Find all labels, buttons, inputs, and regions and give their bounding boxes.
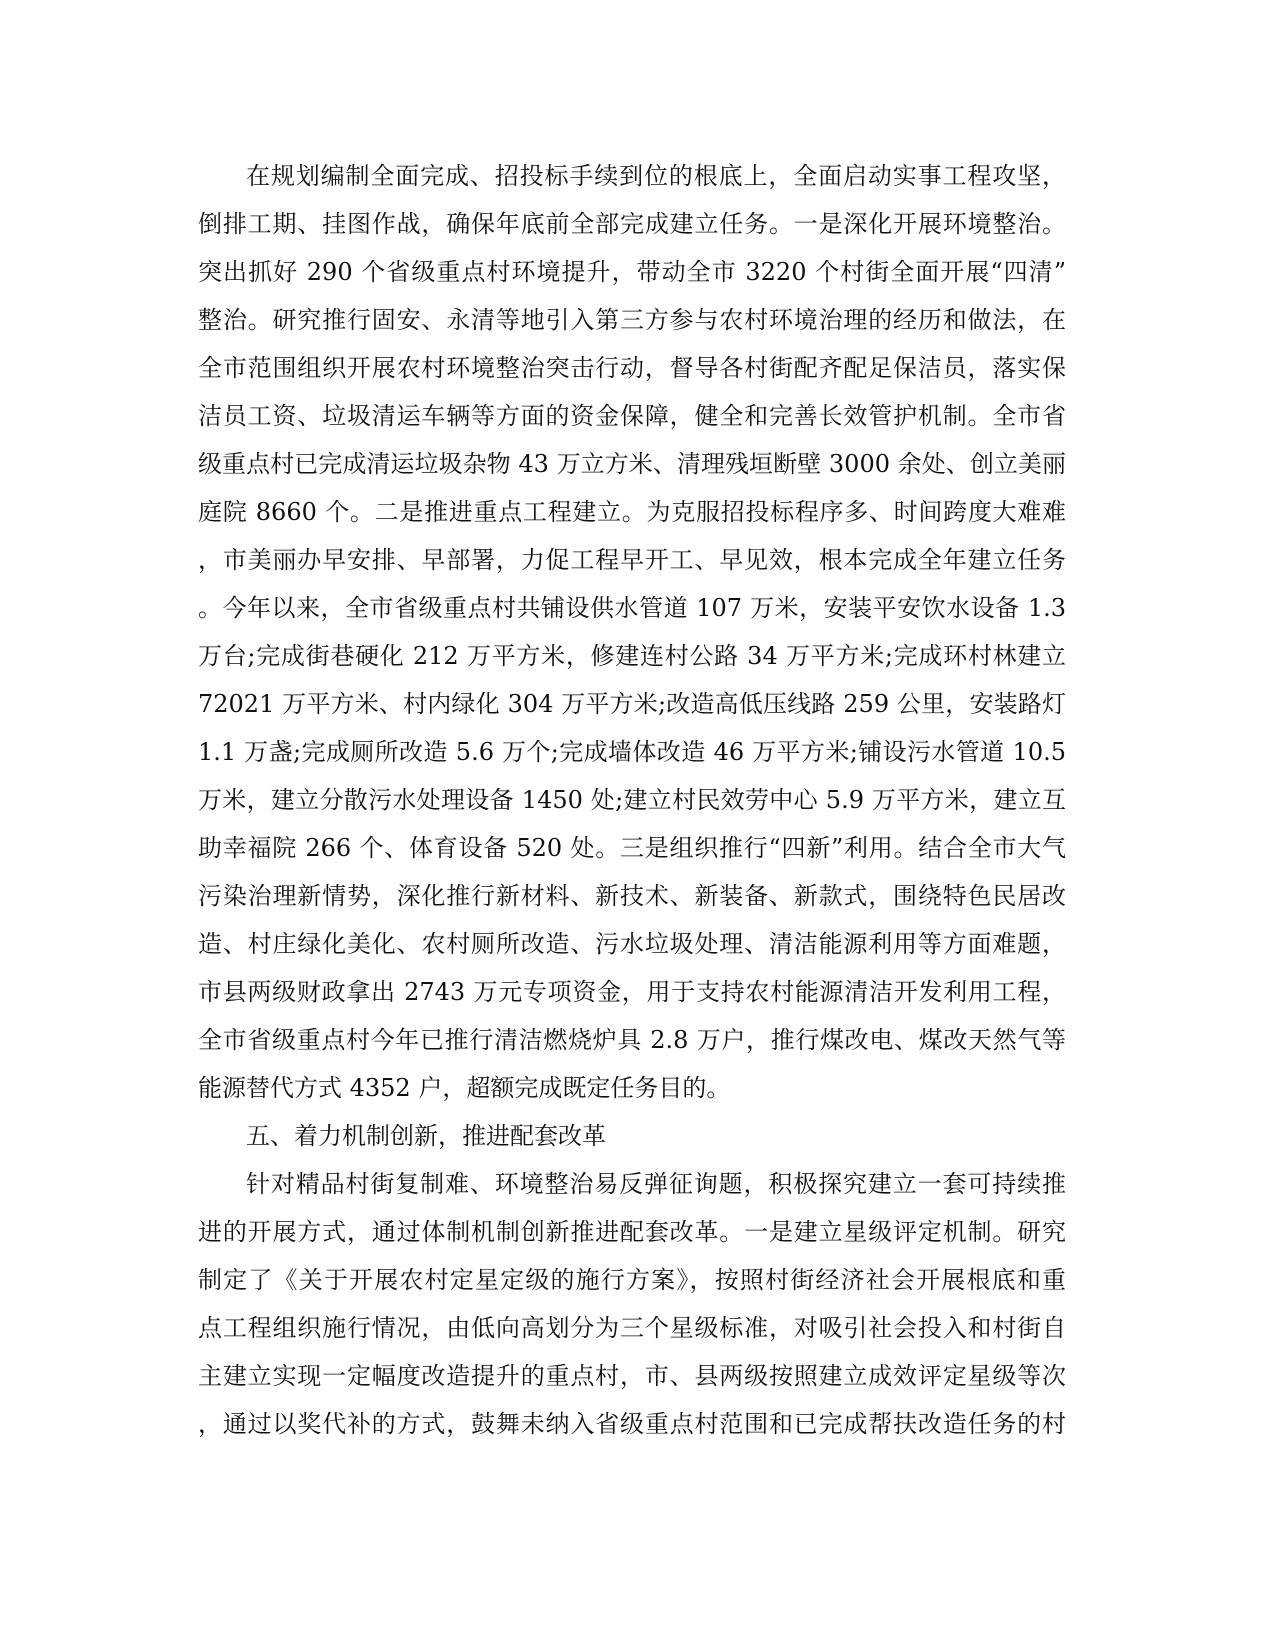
paragraph-line: 针对精品村街复制难、环境整治易反弹征询题，积极探究建立一套可持续推 [246,1170,1066,1198]
paragraph-line: 万米，建立分散污水处理设备 1450 处;建立村民效劳中心 5.9 万平方米，建立互 [198,786,1066,814]
paragraph-line: 进的开展方式，通过体制机制创新推进配套改革。一是建立星级评定机制。研究 [198,1218,1066,1246]
document-body [198,152,1066,1448]
paragraph-line: ，通过以奖代补的方式，鼓舞未纳入省级重点村范围和已完成帮扶改造任务的村 [198,1410,1066,1438]
paragraph-line: 倒排工期、挂图作战，确保年底前全部完成建立任务。一是深化开展环境整治。 [198,210,1066,238]
paragraph-line: 。今年以来，全市省级重点村共铺设供水管道 107 万米，安装平安饮水设备 1.3 [198,594,1066,622]
paragraph-line: 污染治理新情势，深化推行新材料、新技术、新装备、新款式，围绕特色民居改 [198,882,1066,910]
paragraph-line: 1.1 万盏;完成厕所改造 5.6 万个;完成墙体改造 46 万平方米;铺设污水管道 10.5 [198,738,1066,766]
paragraph-line: ，市美丽办早安排、早部署，力促工程早开工、早见效，根本完成全年建立任务 [198,546,1066,574]
paragraph-line: 万台;完成街巷硬化 212 万平方米，修建连村公路 34 万平方米;完成环村林建立 [198,642,1066,670]
paragraph-line: 级重点村已完成清运垃圾杂物 43 万立方米、清理残垣断壁 3000 余处、创立美丽 [198,450,1066,478]
paragraph-line: 在规划编制全面完成、招投标手续到位的根底上，全面启动实事工程攻坚， [246,162,1066,190]
paragraph-line: 庭院 8660 个。二是推进重点工程建立。为克服招投标程序多、时间跨度大难难 [198,498,1066,526]
paragraph-line: 点工程组织施行情况，由低向高划分为三个星级标准，对吸引社会投入和村街自 [198,1314,1066,1342]
paragraph-line: 全市省级重点村今年已推行清洁燃烧炉具 2.8 万户，推行煤改电、煤改天然气等 [198,1026,1066,1054]
paragraph-line: 造、村庄绿化美化、农村厕所改造、污水垃圾处理、清洁能源利用等方面难题， [198,930,1066,958]
paragraph-line: 主建立实现一定幅度改造提升的重点村，市、县两级按照建立成效评定星级等次 [198,1362,1066,1390]
paragraph-line: 洁员工资、垃圾清运车辆等方面的资金保障，健全和完善长效管护机制。全市省 [198,402,1066,430]
section-heading: 五、着力机制创新，推进配套改革 [246,1122,606,1150]
paragraph-line: 突出抓好 290 个省级重点村环境提升，带动全市 3220 个村街全面开展“四清” [198,258,1066,286]
paragraph-line: 制定了《关于开展农村定星定级的施行方案》，按照村街经济社会开展根底和重 [198,1266,1066,1294]
paragraph-line: 72021 万平方米、村内绿化 304 万平方米;改造高低压线路 259 公里，安装路灯 [198,690,1066,718]
paragraph-line: 助幸福院 266 个、体育设备 520 处。三是组织推行“四新”利用。结合全市大气 [198,834,1066,862]
paragraph-line: 全市范围组织开展农村环境整治突击行动，督导各村街配齐配足保洁员，落实保 [198,354,1066,382]
paragraph-line: 市县两级财政拿出 2743 万元专项资金，用于支持农村能源清洁开发利用工程， [198,978,1066,1006]
paragraph-line: 整治。研究推行固安、永清等地引入第三方参与农村环境治理的经历和做法，在 [198,306,1066,334]
paragraph-line: 能源替代方式 4352 户，超额完成既定任务目的。 [198,1074,731,1102]
